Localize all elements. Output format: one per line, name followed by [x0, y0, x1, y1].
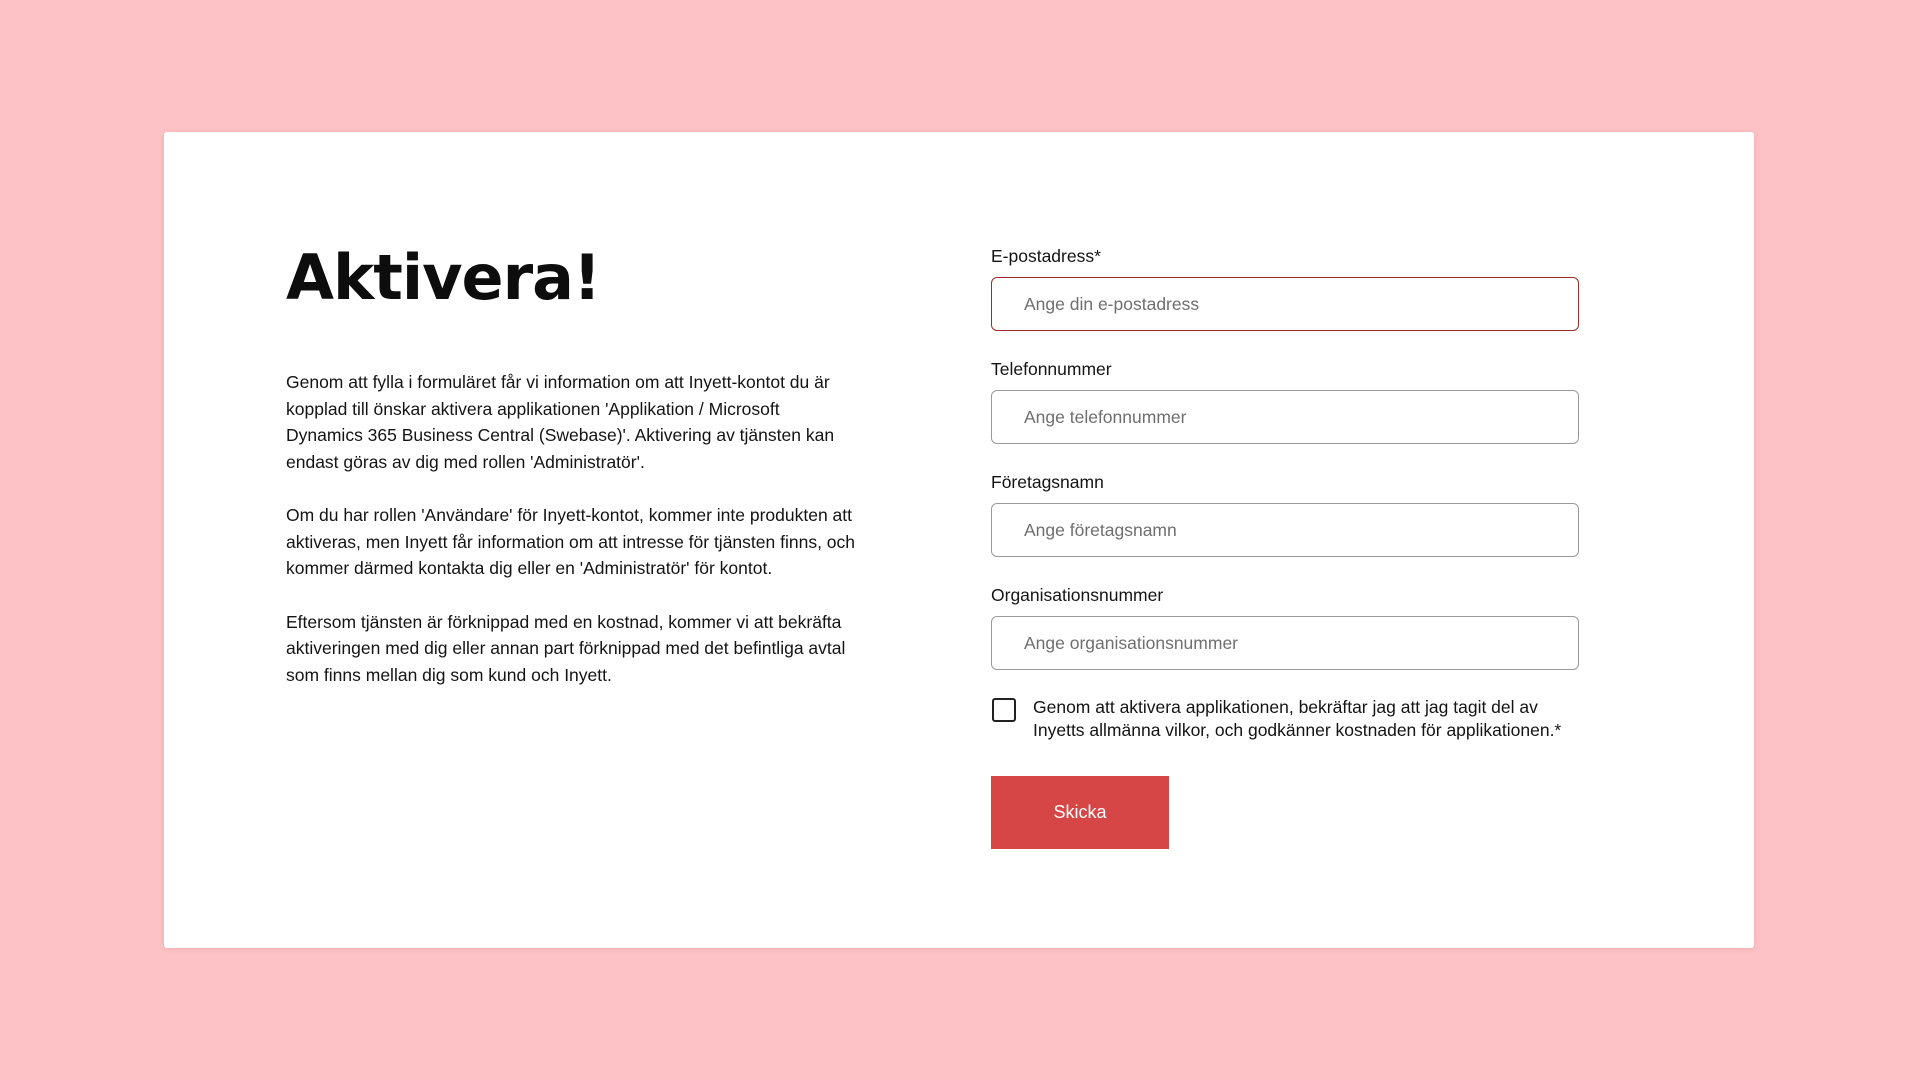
- consent-row: [991, 696, 1579, 742]
- consent-label: Genom att aktivera applikationen, bekräftar jag att jag tagit del av Inyetts allmänna vilkor, och godkänner kostnaden för applikationen.*: [1033, 697, 1562, 740]
- orgnr-input[interactable]: [991, 616, 1579, 670]
- email-input[interactable]: [991, 277, 1579, 331]
- activation-card: [164, 132, 1754, 948]
- submit-button[interactable]: Skicka: [991, 776, 1169, 849]
- email-label: E-postadress*: [991, 246, 1101, 266]
- phone-field-group: [991, 358, 1579, 444]
- intro-paragraph-3: Eftersom tjänsten är förknippad med en kostnad, kommer vi att bekräfta aktiveringen med dig eller annan part förknippad med det befintliga avtal som finns mellan dig som kund och Inyett.: [286, 611, 846, 685]
- company-label: Företagsnamn: [991, 472, 1104, 492]
- intro-paragraph-2: Om du har rollen 'Användare' för Inyett-kontot, kommer inte produkten att aktiveras, men Inyett får information om att intresse för tjänsten finns, och kommer därmed kontakta dig eller en 'Administratör' för kontot.: [286, 505, 856, 579]
- phone-input[interactable]: [991, 390, 1579, 444]
- activation-form: [991, 245, 1579, 849]
- phone-label: Telefonnummer: [991, 359, 1112, 379]
- orgnr-label: Organisationsnummer: [991, 585, 1164, 605]
- intro-text: [286, 369, 856, 688]
- intro-section: [286, 242, 856, 715]
- company-field-group: [991, 471, 1579, 557]
- intro-paragraph-1: Genom att fylla i formuläret får vi information om att Inyett-kontot du är kopplad till önskar aktivera applikationen 'Applikation / Microsoft Dynamics 365 Business Central (Swebase)'. Aktivering av tjänsten kan endast göras av dig med rollen 'Administratör'.: [286, 372, 835, 472]
- consent-checkbox[interactable]: [992, 698, 1016, 722]
- orgnr-field-group: [991, 584, 1579, 670]
- page-title: Aktivera!: [286, 241, 601, 314]
- company-input[interactable]: [991, 503, 1579, 557]
- email-field-group: [991, 245, 1579, 331]
